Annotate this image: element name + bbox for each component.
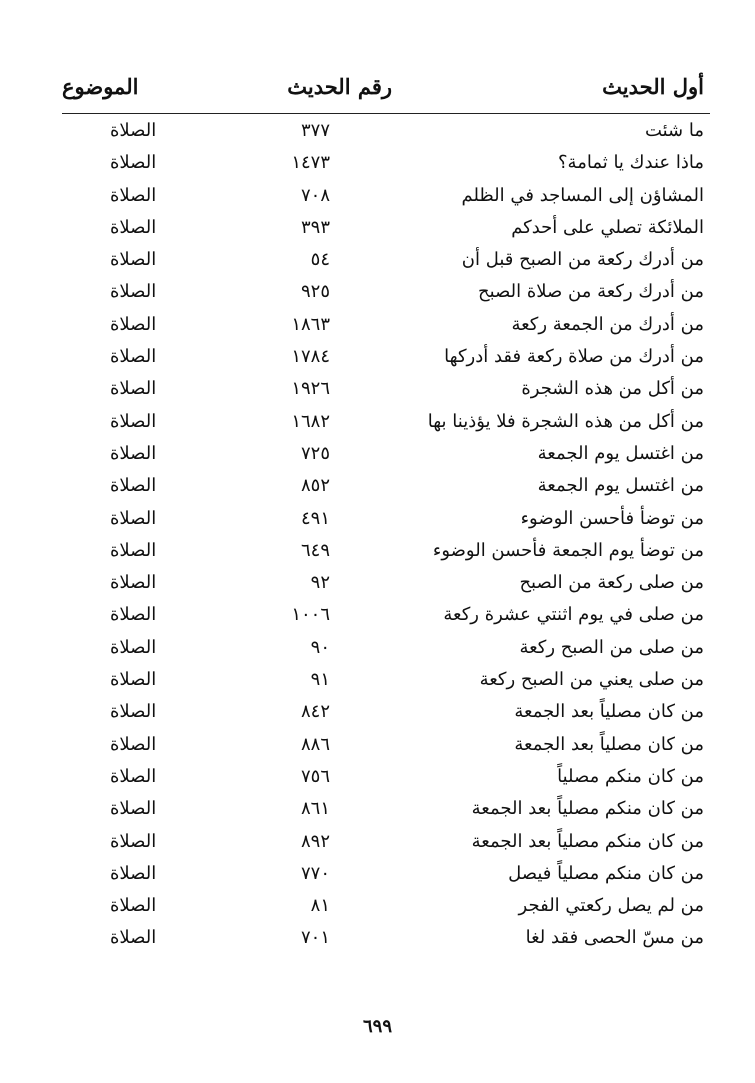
table-row <box>62 309 712 341</box>
hadith-number: ٨٤٢ <box>300 701 330 723</box>
hadith-first-words: من كان مصلياً بعد الجمعة <box>514 733 704 755</box>
hadith-number: ٨٦١ <box>300 798 330 820</box>
hadith-number: ٥٤ <box>310 249 330 271</box>
hadith-number: ٩٢٥ <box>300 281 330 303</box>
hadith-topic: الصلاة <box>110 701 157 723</box>
table-row <box>62 406 712 438</box>
hadith-first-words: من أكل من هذه الشجرة فلا يؤذينا بها <box>427 410 704 432</box>
hadith-topic: الصلاة <box>110 442 157 464</box>
hadith-first-words: من مسّ الحصى فقد لغا <box>525 927 704 949</box>
hadith-topic: الصلاة <box>110 216 157 238</box>
hadith-index-list <box>62 115 712 955</box>
hadith-number: ١٠٠٦ <box>291 604 330 626</box>
hadith-topic: الصلاة <box>110 378 157 400</box>
header-divider <box>62 113 710 114</box>
hadith-topic: الصلاة <box>110 798 157 820</box>
hadith-number: ٧٠١ <box>300 927 330 949</box>
table-row <box>62 470 712 502</box>
hadith-topic: الصلاة <box>110 765 157 787</box>
hadith-first-words: من صلى في يوم اثنتي عشرة ركعة <box>443 604 704 626</box>
page-number: ٦٩٩ <box>362 1016 392 1037</box>
table-row <box>62 115 712 147</box>
hadith-topic: الصلاة <box>110 507 157 529</box>
table-row <box>62 599 712 631</box>
table-row <box>62 664 712 696</box>
table-row <box>62 729 712 761</box>
hadith-number: ٦٤٩ <box>300 539 330 561</box>
table-header <box>62 74 712 110</box>
hadith-number: ٩٠ <box>310 636 330 658</box>
hadith-number: ١٧٨٤ <box>291 346 330 368</box>
table-row <box>62 438 712 470</box>
hadith-topic: الصلاة <box>110 862 157 884</box>
hadith-topic: الصلاة <box>110 281 157 303</box>
header-first-words: أول الحديث <box>602 74 704 99</box>
table-row <box>62 503 712 535</box>
hadith-first-words: من توضأ يوم الجمعة فأحسن الوضوء <box>432 539 704 561</box>
hadith-topic: الصلاة <box>110 830 157 852</box>
hadith-first-words: من صلى يعني من الصبح ركعة <box>479 669 704 691</box>
hadith-first-words: من صلى من الصبح ركعة <box>519 636 704 658</box>
hadith-number: ٨٨٦ <box>300 733 330 755</box>
table-row <box>62 761 712 793</box>
hadith-first-words: من صلى ركعة من الصبح <box>519 572 704 594</box>
table-row <box>62 567 712 599</box>
hadith-first-words: من كان منكم مصلياً بعد الجمعة <box>471 798 704 820</box>
hadith-topic: الصلاة <box>110 249 157 271</box>
hadith-topic: الصلاة <box>110 410 157 432</box>
hadith-topic: الصلاة <box>110 604 157 626</box>
hadith-number: ٩٢ <box>310 572 330 594</box>
hadith-number: ٩١ <box>310 669 330 691</box>
table-row <box>62 826 712 858</box>
hadith-first-words: من توضأ فأحسن الوضوء <box>520 507 704 529</box>
hadith-number: ١٦٨٢ <box>291 410 330 432</box>
hadith-topic: الصلاة <box>110 313 157 335</box>
hadith-first-words: من اغتسل يوم الجمعة <box>537 442 704 464</box>
hadith-topic: الصلاة <box>110 120 157 141</box>
hadith-number: ١٩٢٦ <box>291 378 330 400</box>
hadith-first-words: ما شئت <box>644 120 704 141</box>
table-row <box>62 858 712 890</box>
hadith-topic: الصلاة <box>110 475 157 497</box>
table-row <box>62 793 712 825</box>
hadith-topic: الصلاة <box>110 733 157 755</box>
hadith-number: ٣٧٧ <box>300 120 330 141</box>
hadith-topic: الصلاة <box>110 669 157 691</box>
table-row <box>62 212 712 244</box>
hadith-number: ٧٠٨ <box>300 184 330 206</box>
hadith-topic: الصلاة <box>110 636 157 658</box>
table-row <box>62 373 712 405</box>
hadith-first-words: من أكل من هذه الشجرة <box>521 378 704 400</box>
hadith-first-words: الملائكة تصلي على أحدكم <box>511 216 704 238</box>
hadith-first-words: ماذا عندك يا ثمامة؟ <box>557 152 704 174</box>
hadith-first-words: من أدرك ركعة من الصبح قبل أن <box>461 249 704 271</box>
hadith-topic: الصلاة <box>110 927 157 949</box>
table-row <box>62 890 712 922</box>
header-hadith-number: رقم الحديث <box>287 74 392 99</box>
table-row <box>62 696 712 728</box>
hadith-number: ٨٥٢ <box>300 475 330 497</box>
hadith-first-words: من كان مصلياً بعد الجمعة <box>514 701 704 723</box>
hadith-number: ١٨٦٣ <box>291 313 330 335</box>
hadith-first-words: من كان منكم مصلياً بعد الجمعة <box>471 830 704 852</box>
hadith-first-words: من أدرك من الجمعة ركعة <box>511 313 704 335</box>
hadith-number: ٨٩٢ <box>300 830 330 852</box>
hadith-topic: الصلاة <box>110 895 157 917</box>
table-row <box>62 180 712 212</box>
hadith-first-words: من كان منكم مصلياً فيصل <box>508 862 704 884</box>
hadith-topic: الصلاة <box>110 539 157 561</box>
hadith-topic: الصلاة <box>110 572 157 594</box>
hadith-number: ٧٢٥ <box>300 442 330 464</box>
table-row <box>62 535 712 567</box>
table-row <box>62 147 712 179</box>
hadith-topic: الصلاة <box>110 346 157 368</box>
hadith-number: ٧٥٦ <box>300 765 330 787</box>
hadith-first-words: من أدرك من صلاة ركعة فقد أدركها <box>444 346 704 368</box>
hadith-number: ٤٩١ <box>300 507 330 529</box>
hadith-first-words: من أدرك ركعة من صلاة الصبح <box>477 281 704 303</box>
hadith-number: ٧٧٠ <box>300 862 330 884</box>
table-row <box>62 341 712 373</box>
hadith-first-words: من لم يصل ركعتي الفجر <box>518 895 704 917</box>
table-row <box>62 922 712 954</box>
hadith-topic: الصلاة <box>110 152 157 174</box>
hadith-topic: الصلاة <box>110 184 157 206</box>
table-row <box>62 276 712 308</box>
hadith-first-words: من كان منكم مصلياً <box>557 765 704 787</box>
hadith-number: ٨١ <box>310 895 330 917</box>
header-topic: الموضوع <box>62 74 139 99</box>
table-row <box>62 244 712 276</box>
hadith-number: ١٤٧٣ <box>291 152 330 174</box>
hadith-first-words: من اغتسل يوم الجمعة <box>537 475 704 497</box>
hadith-number: ٣٩٣ <box>300 216 330 238</box>
hadith-first-words: المشاؤن إلى المساجد في الظلم <box>461 184 704 206</box>
table-row <box>62 632 712 664</box>
